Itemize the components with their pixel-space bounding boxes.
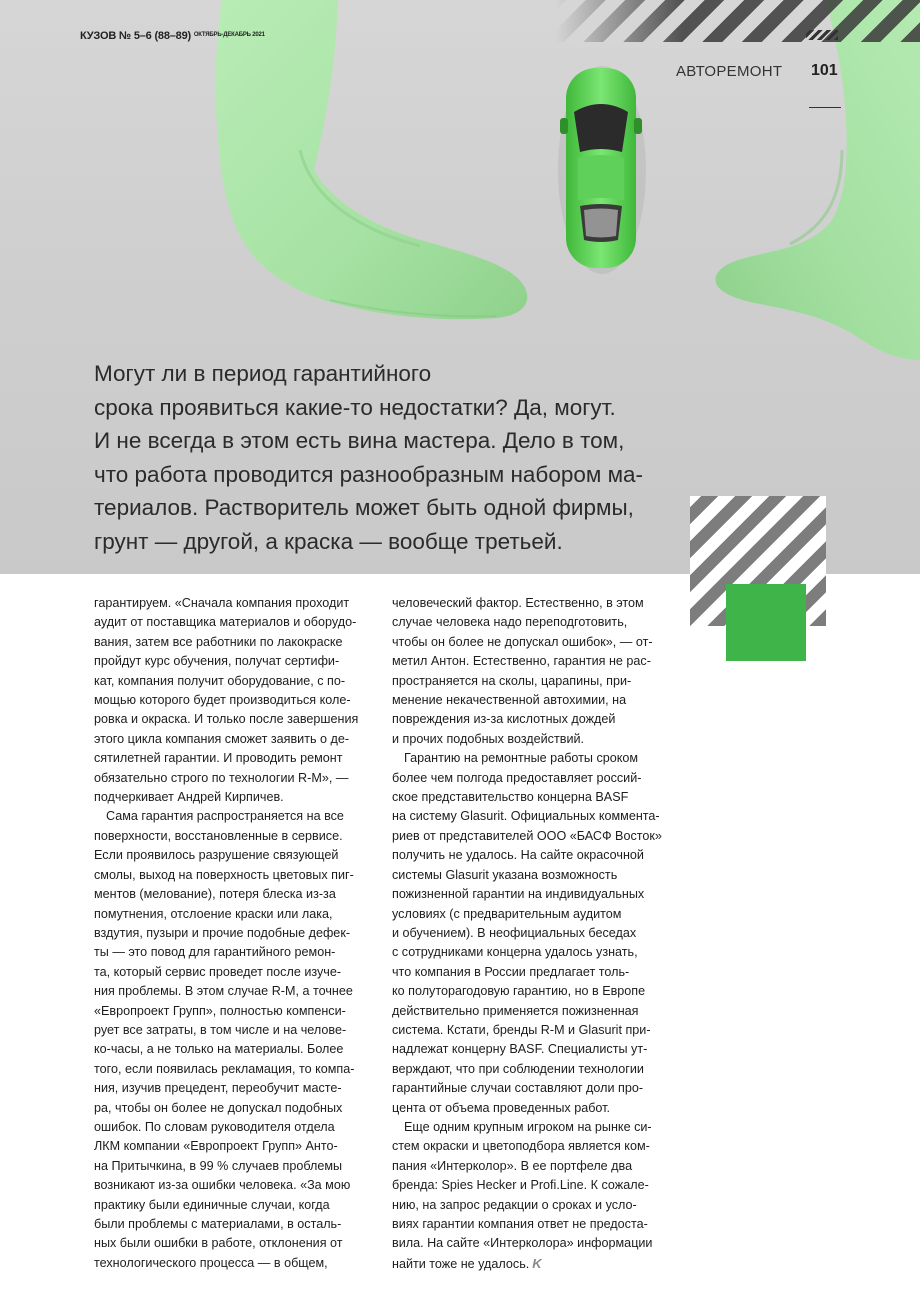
text-line: пройдут курс обучения, получат сертифи-	[94, 654, 340, 669]
text-line: ных были ошибки в работе, отклонения от	[94, 1236, 343, 1251]
page-number-underline	[809, 107, 841, 108]
text-line: ошибок. По словам руководителя отдела	[94, 1119, 335, 1134]
green-square-decoration	[726, 584, 806, 661]
text-line: виях гарантии компания ответ не предоста-	[392, 1217, 648, 1231]
text-line: человеческий фактор. Естественно, в этом	[392, 596, 644, 610]
text-line: верждают, что при соблюдении технологии	[392, 1061, 644, 1076]
text-line: на систему Glasurit. Официальных коммента-	[392, 809, 660, 824]
text-line: ментов (мелование), потеря блеска из-за	[94, 887, 336, 902]
text-line: пожизненной гарантии на индивидуальных	[392, 887, 645, 902]
text-line: пания «Интерколор». В ее портфеле два	[392, 1158, 633, 1173]
text-line: что компания в России предлагает толь-	[392, 964, 630, 979]
end-of-article-mark: K	[532, 1255, 542, 1271]
text-line: гарантийные случаи составляют доли про-	[392, 1081, 644, 1096]
article-column-left	[94, 594, 384, 1273]
text-line: ское представительство концерна BASF	[392, 790, 629, 805]
text-line: риев от представителей ООО «БАСФ Восток»	[392, 828, 662, 843]
text-line: метил Антон. Естественно, гарантия не рас-	[392, 654, 651, 669]
text-line: стем окраски и цветоподбора является ком-	[392, 1139, 650, 1154]
text-line: Гарантию на ремонтные работы сроком	[404, 751, 639, 766]
text-line: вила. На сайте «Интерколора» информации	[392, 1236, 653, 1251]
text-line: бренда: Spies Hecker и Profi.Line. К сожале-	[392, 1178, 649, 1193]
text-line: поверхности, восстановленные в сервисе.	[94, 828, 343, 843]
text-line: «Европроект Групп», полностью компенси-	[94, 1003, 346, 1018]
text-line: мощью которого будет производиться коле-	[94, 693, 351, 708]
text-line: возникают из-за ошибки человека. «За мою	[94, 1178, 351, 1193]
text-line: вания, затем все работники по лакокраске	[94, 634, 343, 649]
article-column-right	[392, 594, 682, 1274]
text-line: ты — это повод для гарантийного ремон-	[94, 945, 336, 960]
text-line: ния проблемы. В этом случае R-M, а точнее	[94, 984, 353, 999]
text-line: цента от объема проведенных работ.	[392, 1100, 611, 1115]
lead-line: срока проявиться какие-то недостатки? Да, могут.	[94, 394, 616, 420]
issue-dates: ОКТЯБРЬ-ДЕКАБРЬ 2021	[193, 32, 265, 38]
text-line: вздутия, пузыри и прочие подобные дефек-	[94, 925, 351, 940]
issue-number: КУЗОВ № 5–6 (88–89)	[80, 30, 191, 42]
text-line: кат, компания получит оборудование, с по-	[94, 673, 346, 688]
text-line: помутнения, отслоение краски или лака,	[94, 906, 333, 921]
text-line: и обучением). В неофициальных беседах	[392, 925, 637, 940]
issue-label	[80, 30, 265, 42]
text-line: более чем полгода предоставляет россий-	[392, 770, 642, 785]
text-line: того, если появилась рекламация, то компа-	[94, 1061, 355, 1076]
text-line: аудит от поставщика материалов и оборудо-	[94, 615, 357, 630]
text-line: и прочих подобных воздействий.	[392, 731, 585, 746]
lead-line: Могут ли в период гарантийного	[94, 361, 432, 386]
text-line: пространяется на сколы, царапины, при-	[392, 673, 632, 688]
text-line: системы Glasurit указана возможность	[392, 867, 618, 882]
text-line: обязательно строго по технологии R-M», —	[94, 770, 349, 785]
text-line: сятилетней гарантии. И проводить ремонт	[94, 751, 343, 766]
text-line: условиях (с предварительным аудитом	[392, 906, 622, 921]
text-line: менение некачественной автохимии, на	[392, 693, 627, 708]
text-line: повреждения из-за кислотных дождей	[392, 712, 616, 727]
text-line: случае человека надо переподготовить,	[392, 615, 628, 630]
text-line: ния, изучив прецедент, переобучит масте-	[94, 1081, 342, 1096]
text-line: найти тоже не удалось. K	[392, 1255, 542, 1271]
lead-line: что работа проводится разнообразным набором ма-	[94, 461, 644, 487]
text-line: рует все затраты, в том числе и на челове-	[94, 1022, 347, 1037]
text-line: Сама гарантия распространяется на все	[106, 809, 344, 824]
text-line: действительно применяется пожизненная	[392, 1003, 639, 1018]
lead-paragraph	[94, 357, 694, 558]
text-line: получить не удалось. На сайте окрасочной	[392, 848, 644, 863]
text-line: смолы, выход на поверхность цветовых пиг-	[94, 867, 354, 882]
text-line: ровка и окраска. И только после завершения	[94, 712, 359, 727]
text-line: практику были единичные случаи, когда	[94, 1197, 330, 1212]
mini-stripes-decoration	[806, 30, 838, 40]
text-line: та, который сервис проведет после изуче-	[94, 964, 342, 979]
text-line: технологического процесса — в общем,	[94, 1255, 328, 1270]
section-title: АВТОРЕМОНТ	[676, 63, 783, 80]
text-line: ЛКМ компании «Европроект Групп» Анто-	[94, 1139, 338, 1154]
text-line: этого цикла компания сможет заявить о де-	[94, 731, 350, 746]
text-line: ко-часы, а не только на материалы. Более	[94, 1042, 344, 1057]
page-number: 101	[811, 62, 838, 79]
lead-line: И не всегда в этом есть вина мастера. Дело в том,	[94, 428, 625, 453]
text-line: с сотрудниками концерна удалось узнать,	[392, 945, 638, 960]
text-line: надлежат концерну BASF. Специалисты ут-	[392, 1042, 648, 1057]
text-line: были проблемы с материалами, в осталь-	[94, 1217, 342, 1231]
text-line: подчеркивает Андрей Кирпичев.	[94, 790, 284, 805]
text-line: чтобы он более не допускал ошибок», — от-	[392, 634, 653, 649]
text-line: ко полуторагодовую гарантию, но в Европе	[392, 984, 646, 999]
lead-line: грунт — другой, а краска — вообще третьей.	[94, 528, 563, 554]
text-line: на Притычкина, в 99 % случаев проблемы	[94, 1158, 343, 1173]
text-line: гарантируем. «Сначала компания проходит	[94, 596, 350, 610]
text-line: Если проявилось разрушение связующей	[94, 848, 339, 863]
text-line: ра, чтобы он более не допускал подобных	[94, 1100, 343, 1115]
lead-line: териалов. Растворитель может быть одной фирмы,	[94, 495, 634, 520]
text-line: система. Кстати, бренды R-M и Glasurit при-	[392, 1022, 651, 1037]
text-line: Еще одним крупным игроком на рынке си-	[404, 1119, 652, 1134]
text-line: нию, на запрос редакции о сроках и усло-	[392, 1197, 637, 1212]
